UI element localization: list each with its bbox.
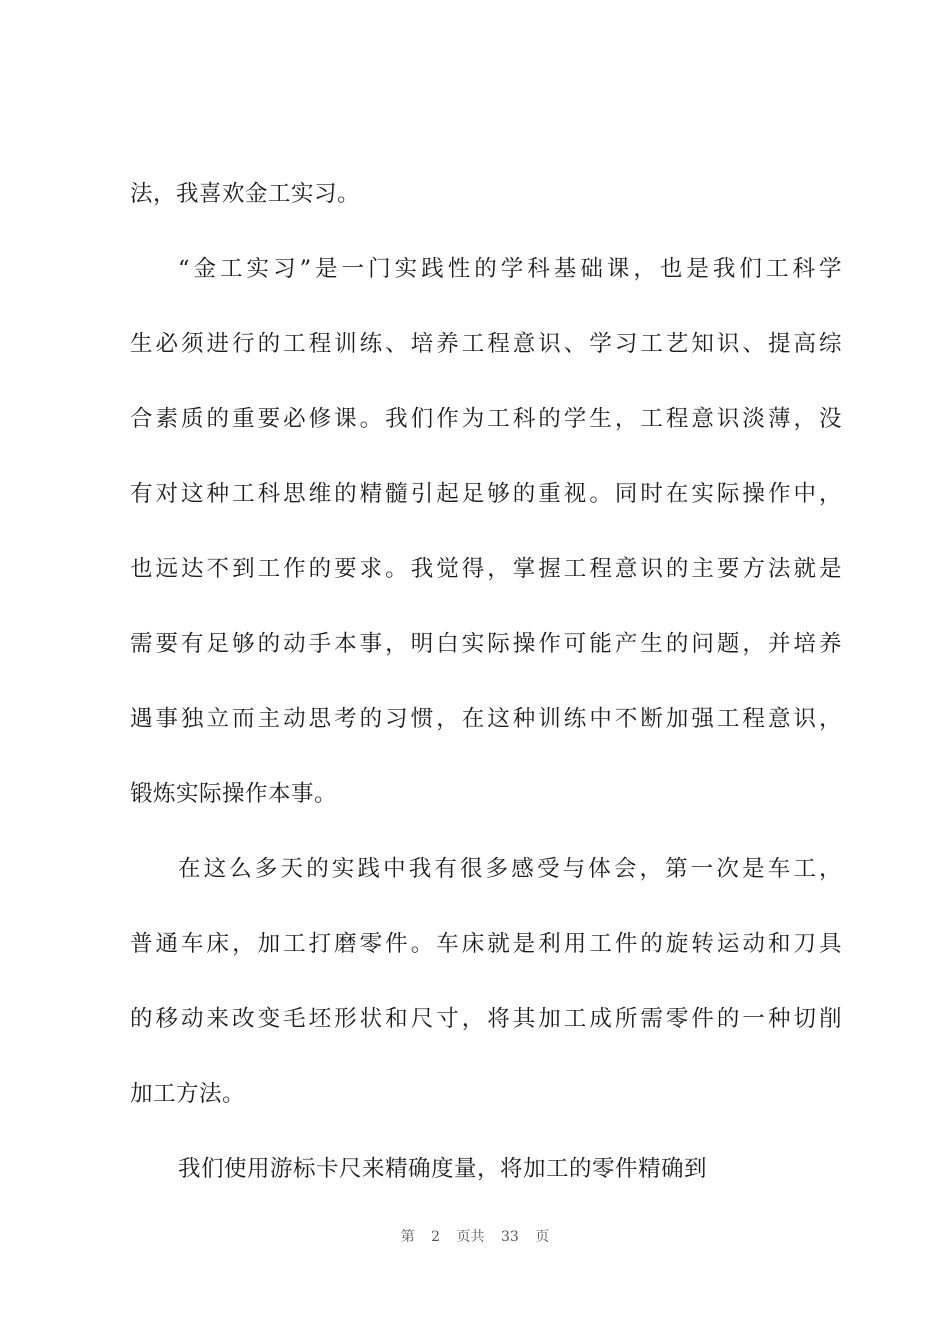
footer-total-pages: 33 xyxy=(501,1229,519,1245)
text-line-11: 普通车床，加工打磨零件。车床就是利用工件的旋转运动和刀具 xyxy=(130,931,842,957)
text-line-13: 加工方法。 xyxy=(130,1081,246,1107)
text-line-4: 合素质的重要必修课。我们作为工科的学生，工程意识淡薄，没 xyxy=(130,406,842,432)
text-line-9: 锻炼实际操作本事。 xyxy=(130,781,338,807)
footer-label-pages: 页 xyxy=(535,1229,550,1245)
text-line-3: 生必须进行的工程训练、培养工程意识、学习工艺知识、提高综 xyxy=(130,331,842,357)
footer-current-page: 2 xyxy=(431,1229,441,1245)
text-line-14: 我们使用游标卡尺来精确度量，将加工的零件精确到 xyxy=(178,1156,708,1182)
page-footer xyxy=(0,1226,950,1246)
text-line-6: 也远达不到工作的要求。我觉得，掌握工程意识的主要方法就是 xyxy=(130,556,842,582)
text-line-12: 的移动来改变毛坯形状和尺寸，将其加工成所需零件的一种切削 xyxy=(130,1006,842,1032)
footer-label-of: 页共 xyxy=(456,1229,485,1245)
document-body xyxy=(130,166,842,1216)
footer-label-page: 第 xyxy=(400,1229,415,1245)
text-line-7: 需要有足够的动手本事，明白实际操作可能产生的问题，并培养 xyxy=(130,631,842,657)
text-line-10: 在这么多天的实践中我有很多感受与体会，第一次是车工， xyxy=(178,856,842,882)
text-line-5: 有对这种工科思维的精髓引起足够的重视。同时在实际操作中， xyxy=(130,481,842,507)
text-line-2: “金工实习”是一门实践性的学科基础课，也是我们工科学 xyxy=(178,256,842,282)
text-line-8: 遇事独立而主动思考的习惯，在这种训练中不断加强工程意识， xyxy=(130,706,842,732)
text-line-1: 法，我喜欢金工实习。 xyxy=(130,181,361,207)
